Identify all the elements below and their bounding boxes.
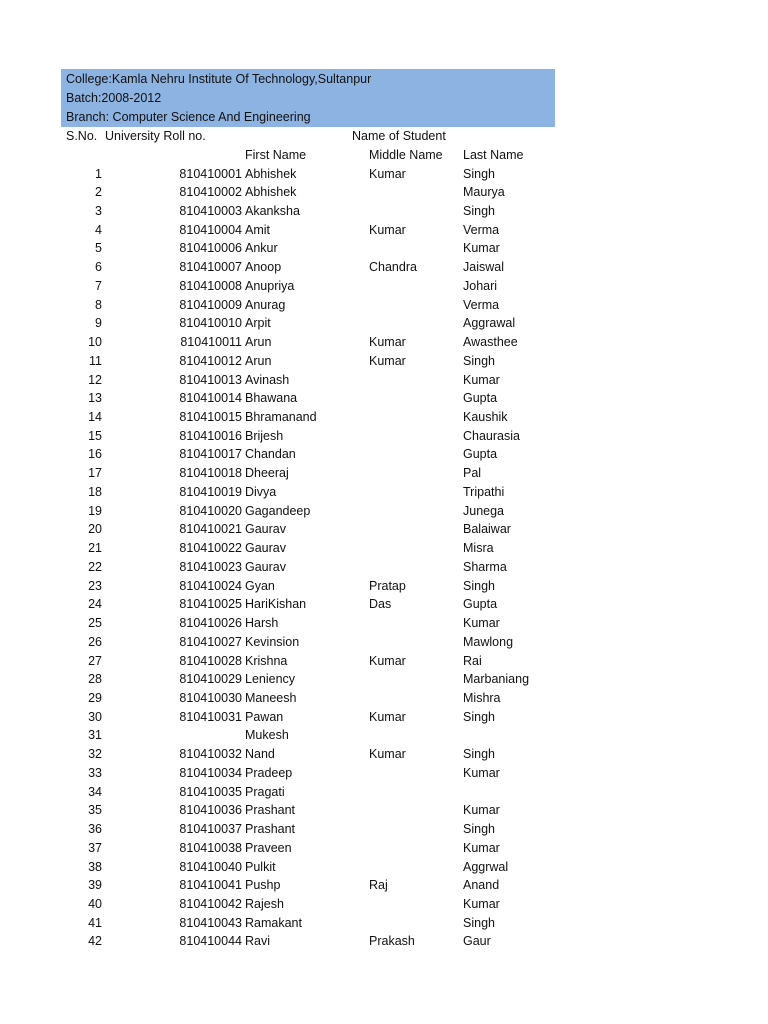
table-row [0, 464, 768, 482]
last-name-cell: Singh [463, 822, 495, 837]
last-name-cell: Verma [463, 297, 500, 312]
roll-cell: 810410019 [179, 484, 242, 499]
table-row [0, 258, 768, 276]
first-name-cell: Praveen [245, 840, 292, 855]
sno-header: S.No. [66, 129, 98, 143]
sno-cell: 32 [88, 747, 102, 762]
first-name-cell: Rajesh [245, 897, 284, 911]
table-row [0, 595, 768, 613]
last-name-cell: Pal [463, 466, 482, 481]
column-header-row-2 [0, 146, 768, 164]
sno-cell: 30 [88, 709, 102, 724]
first-name-cell: Pulkit [245, 859, 276, 874]
sno-cell: 42 [88, 934, 102, 949]
first-name-cell: Anurag [245, 297, 286, 312]
roll-cell: 810410021 [179, 522, 242, 537]
table-row [0, 839, 768, 857]
sno-cell: 33 [88, 765, 102, 780]
first-name-cell: Pradeep [245, 765, 293, 780]
sno-cell: 7 [95, 278, 102, 293]
roll-cell: 810410017 [179, 447, 242, 462]
roll-cell: 810410001 [179, 166, 242, 181]
table-row [0, 296, 768, 314]
roll-cell: 810410032 [179, 747, 242, 762]
roll-cell: 810410006 [179, 241, 242, 256]
roll-cell: 810410028 [179, 653, 242, 668]
last-name-cell: Maurya [463, 185, 505, 200]
last-name-cell: Kumar [463, 241, 500, 256]
first-name-cell: Dheeraj [245, 466, 289, 481]
roll-cell: 810410031 [179, 709, 242, 724]
last-name-cell: Singh [463, 204, 495, 218]
roll-cell: 810410013 [179, 372, 242, 387]
sno-cell: 2 [95, 185, 102, 200]
roll-cell: 810410030 [179, 690, 242, 705]
sno-cell: 38 [88, 859, 102, 874]
table-row [0, 389, 768, 407]
middle-name-cell: Raj [369, 878, 388, 893]
table-row [0, 614, 768, 632]
sno-cell: 26 [88, 634, 102, 649]
sno-cell: 14 [88, 410, 102, 424]
table-row [0, 932, 768, 950]
roll-cell: 810410025 [179, 597, 242, 612]
first-name-cell: Kevinsion [245, 634, 300, 649]
branch-label: Branch: Computer Science And Engineering [66, 110, 311, 124]
sno-cell: 35 [88, 803, 102, 818]
last-name-cell: Gupta [463, 597, 498, 612]
first-name-cell: HariKishan [245, 597, 307, 612]
roll-cell: 810410004 [179, 222, 242, 237]
table-row [0, 764, 768, 782]
roll-cell: 810410024 [179, 578, 242, 593]
last-name-cell: Gupta [463, 391, 498, 406]
sno-cell: 28 [88, 672, 102, 687]
last-name-cell: Singh [463, 353, 495, 368]
first-name-cell: Gaurav [245, 559, 286, 574]
first-name-cell: Pushp [245, 878, 281, 893]
sno-cell: 11 [89, 353, 102, 368]
roll-cell: 810410008 [179, 278, 242, 293]
sno-cell: 17 [88, 466, 102, 481]
sno-cell: 12 [88, 372, 102, 387]
roll-cell: 810410012 [179, 353, 242, 368]
table-row [0, 427, 768, 445]
sno-cell: 1 [95, 166, 102, 181]
last-name-cell: Sharma [463, 559, 507, 574]
first-name-cell: Nand [245, 747, 275, 762]
table-row [0, 689, 768, 707]
middle-name-header: Middle Name [369, 148, 443, 162]
table-row [0, 914, 768, 932]
last-name-cell: Balaiwar [463, 522, 511, 537]
roll-cell: 810410018 [179, 466, 242, 481]
table-row [0, 277, 768, 295]
sno-cell: 6 [95, 260, 102, 275]
table-row [0, 708, 768, 726]
column-header-row-1 [0, 127, 768, 145]
first-name-cell: Anoop [245, 260, 282, 275]
sno-cell: 16 [88, 447, 102, 462]
last-name-cell: Jaiswal [463, 260, 504, 275]
last-name-cell: Singh [463, 166, 495, 181]
table-row [0, 502, 768, 520]
first-name-cell: Chandan [245, 447, 296, 462]
last-name-cell: Johari [463, 278, 498, 293]
table-row [0, 895, 768, 913]
college-title: College:Kamla Nehru Institute Of Technology,Sultanpur [66, 72, 372, 86]
first-name-cell: Gagandeep [245, 503, 311, 518]
table-row [0, 165, 768, 183]
last-name-cell: Mishra [463, 690, 501, 705]
sno-cell: 18 [88, 484, 102, 499]
roll-cell: 810410020 [179, 503, 242, 518]
table-row [0, 783, 768, 801]
last-name-cell: Gaur [463, 934, 491, 949]
first-name-cell: Mukesh [245, 728, 289, 743]
first-name-cell: Abhishek [245, 166, 297, 181]
roll-cell: 810410015 [179, 410, 242, 424]
table-row [0, 408, 768, 426]
table-row [0, 539, 768, 557]
last-name-cell: Marbaniang [463, 672, 530, 687]
roll-cell [150, 726, 242, 744]
middle-name-cell: Pratap [369, 578, 406, 593]
table-row [0, 633, 768, 651]
last-name-header: Last Name [463, 148, 524, 162]
first-name-cell: Ankur [245, 241, 278, 256]
first-name-cell: Ravi [245, 934, 271, 949]
roll-cell: 810410011 [180, 335, 242, 350]
roll-cell: 810410040 [179, 859, 242, 874]
first-name-cell: Amit [245, 222, 270, 237]
table-row [0, 558, 768, 576]
first-name-cell: Avinash [245, 372, 290, 387]
first-name-cell: Abhishek [245, 185, 297, 200]
first-name-cell: Gaurav [245, 541, 286, 556]
last-name-cell: Awasthee [463, 335, 518, 350]
roll-cell: 810410042 [179, 897, 242, 911]
first-name-cell: Anupriya [245, 278, 295, 293]
sno-cell: 27 [88, 653, 102, 668]
middle-name-cell: Kumar [369, 166, 406, 181]
first-name-cell: Arun [245, 353, 272, 368]
first-name-cell: Bhramanand [245, 410, 317, 424]
first-name-cell: Maneesh [245, 690, 297, 705]
roll-cell: 810410034 [179, 765, 242, 780]
batch-label: Batch:2008-2012 [66, 91, 162, 105]
sno-cell: 29 [88, 690, 102, 705]
sno-cell: 21 [88, 541, 102, 556]
first-name-cell: Gyan [245, 578, 275, 593]
table-row [0, 670, 768, 688]
last-name-cell: Singh [463, 578, 495, 593]
last-name-cell: Chaurasia [463, 428, 520, 443]
last-name-cell: Misra [463, 541, 494, 556]
first-name-cell: Bhawana [245, 391, 298, 406]
middle-name-cell: Chandra [369, 260, 417, 275]
sno-cell: 25 [88, 616, 102, 630]
last-name-cell: Anand [463, 878, 500, 893]
table-row [0, 371, 768, 389]
sno-cell: 13 [88, 391, 102, 406]
sno-cell: 40 [88, 897, 102, 911]
last-name-cell: Rai [463, 653, 482, 668]
roll-cell: 810410014 [179, 391, 242, 406]
roll-cell: 810410043 [179, 915, 242, 930]
table-row [0, 239, 768, 257]
table-row [0, 333, 768, 351]
table-row [0, 876, 768, 894]
first-name-cell: Harsh [245, 616, 279, 630]
sno-cell: 22 [88, 559, 102, 574]
table-row [0, 445, 768, 463]
sno-cell: 15 [88, 428, 102, 443]
last-name-cell: Kaushik [463, 410, 508, 424]
sno-cell: 34 [88, 784, 102, 799]
first-name-cell: Prashant [245, 803, 296, 818]
last-name-cell: Kumar [463, 372, 500, 387]
sno-cell: 20 [88, 522, 102, 537]
first-name-cell: Brijesh [245, 428, 284, 443]
table-row [0, 221, 768, 239]
roll-header: University Roll no. [105, 129, 206, 143]
roll-cell: 810410036 [179, 803, 242, 818]
first-name-cell: Arpit [245, 316, 271, 331]
last-name-cell: Aggrawal [463, 316, 516, 331]
table-row [0, 745, 768, 763]
roll-cell: 810410002 [179, 185, 242, 200]
roll-cell: 810410010 [179, 316, 242, 331]
roll-cell: 810410044 [179, 934, 242, 949]
first-name-cell: Pawan [245, 709, 284, 724]
sno-cell: 8 [95, 297, 102, 312]
first-name-cell: Leniency [245, 672, 296, 687]
roll-cell: 810410038 [179, 840, 242, 855]
last-name-cell: Kumar [463, 840, 500, 855]
first-name-cell: Pragati [245, 784, 285, 799]
last-name-cell: Tripathi [463, 484, 505, 499]
roll-cell: 810410037 [179, 822, 242, 837]
roll-cell: 810410023 [179, 559, 242, 574]
last-name-cell: Aggrwal [463, 859, 509, 874]
sno-cell: 9 [95, 316, 102, 331]
sno-cell: 37 [88, 840, 102, 855]
sno-cell: 10 [88, 335, 102, 350]
middle-name-cell: Kumar [369, 653, 406, 668]
first-name-cell: Prashant [245, 822, 296, 837]
middle-name-cell: Kumar [369, 747, 406, 762]
middle-name-cell: Kumar [369, 222, 406, 237]
table-row [0, 652, 768, 670]
roll-cell: 810410016 [179, 428, 242, 443]
last-name-cell: Verma [463, 222, 500, 237]
roll-cell: 810410003 [179, 204, 242, 218]
table-row [0, 352, 768, 370]
roll-cell: 810410007 [179, 260, 242, 275]
last-name-cell: Kumar [463, 765, 500, 780]
table-row [0, 801, 768, 819]
sno-cell: 36 [88, 822, 102, 837]
table-row [0, 858, 768, 876]
table-row [0, 820, 768, 838]
roll-cell: 810410009 [179, 297, 242, 312]
roll-cell: 810410029 [179, 672, 242, 687]
name-group-header: Name of Student [352, 129, 446, 143]
first-name-cell: Krishna [245, 653, 288, 668]
roll-cell: 810410026 [179, 616, 242, 630]
table-row [0, 483, 768, 501]
last-name-cell: Mawlong [463, 634, 514, 649]
sno-cell: 3 [95, 204, 102, 218]
roll-cell: 810410035 [179, 784, 242, 799]
middle-name-cell: Kumar [369, 353, 406, 368]
sno-cell: 31 [88, 728, 102, 743]
table-row [0, 726, 768, 744]
first-name-header: First Name [245, 148, 307, 162]
middle-name-cell: Kumar [369, 709, 406, 724]
middle-name-cell: Kumar [369, 335, 406, 350]
first-name-cell: Divya [245, 484, 277, 499]
middle-name-cell: Das [369, 597, 392, 612]
last-name-cell: Singh [463, 915, 495, 930]
middle-name-cell: Prakash [369, 934, 415, 949]
sno-cell: 19 [88, 503, 102, 518]
last-name-cell: Kumar [463, 803, 500, 818]
sno-cell: 24 [88, 597, 102, 612]
sno-cell: 41 [88, 915, 102, 930]
table-row [0, 520, 768, 538]
last-name-cell: Singh [463, 709, 495, 724]
roll-cell: 810410027 [179, 634, 242, 649]
last-name-cell: Kumar [463, 897, 500, 911]
first-name-cell: Ramakant [245, 915, 302, 930]
roll-cell: 810410041 [179, 878, 242, 893]
last-name-cell: Singh [463, 747, 495, 762]
sno-cell: 23 [88, 578, 102, 593]
first-name-cell: Gaurav [245, 522, 286, 537]
last-name-cell: Gupta [463, 447, 498, 462]
first-name-cell: Akanksha [245, 204, 300, 218]
table-row [0, 314, 768, 332]
sno-cell: 39 [88, 878, 102, 893]
table-row [0, 577, 768, 595]
first-name-cell: Arun [245, 335, 272, 350]
roll-cell: 810410022 [179, 541, 242, 556]
sno-cell: 4 [95, 222, 102, 237]
last-name-cell: Junega [463, 503, 505, 518]
last-name-cell: Kumar [463, 616, 500, 630]
sno-cell: 5 [95, 241, 102, 256]
table-row [0, 202, 768, 220]
table-row [0, 183, 768, 201]
